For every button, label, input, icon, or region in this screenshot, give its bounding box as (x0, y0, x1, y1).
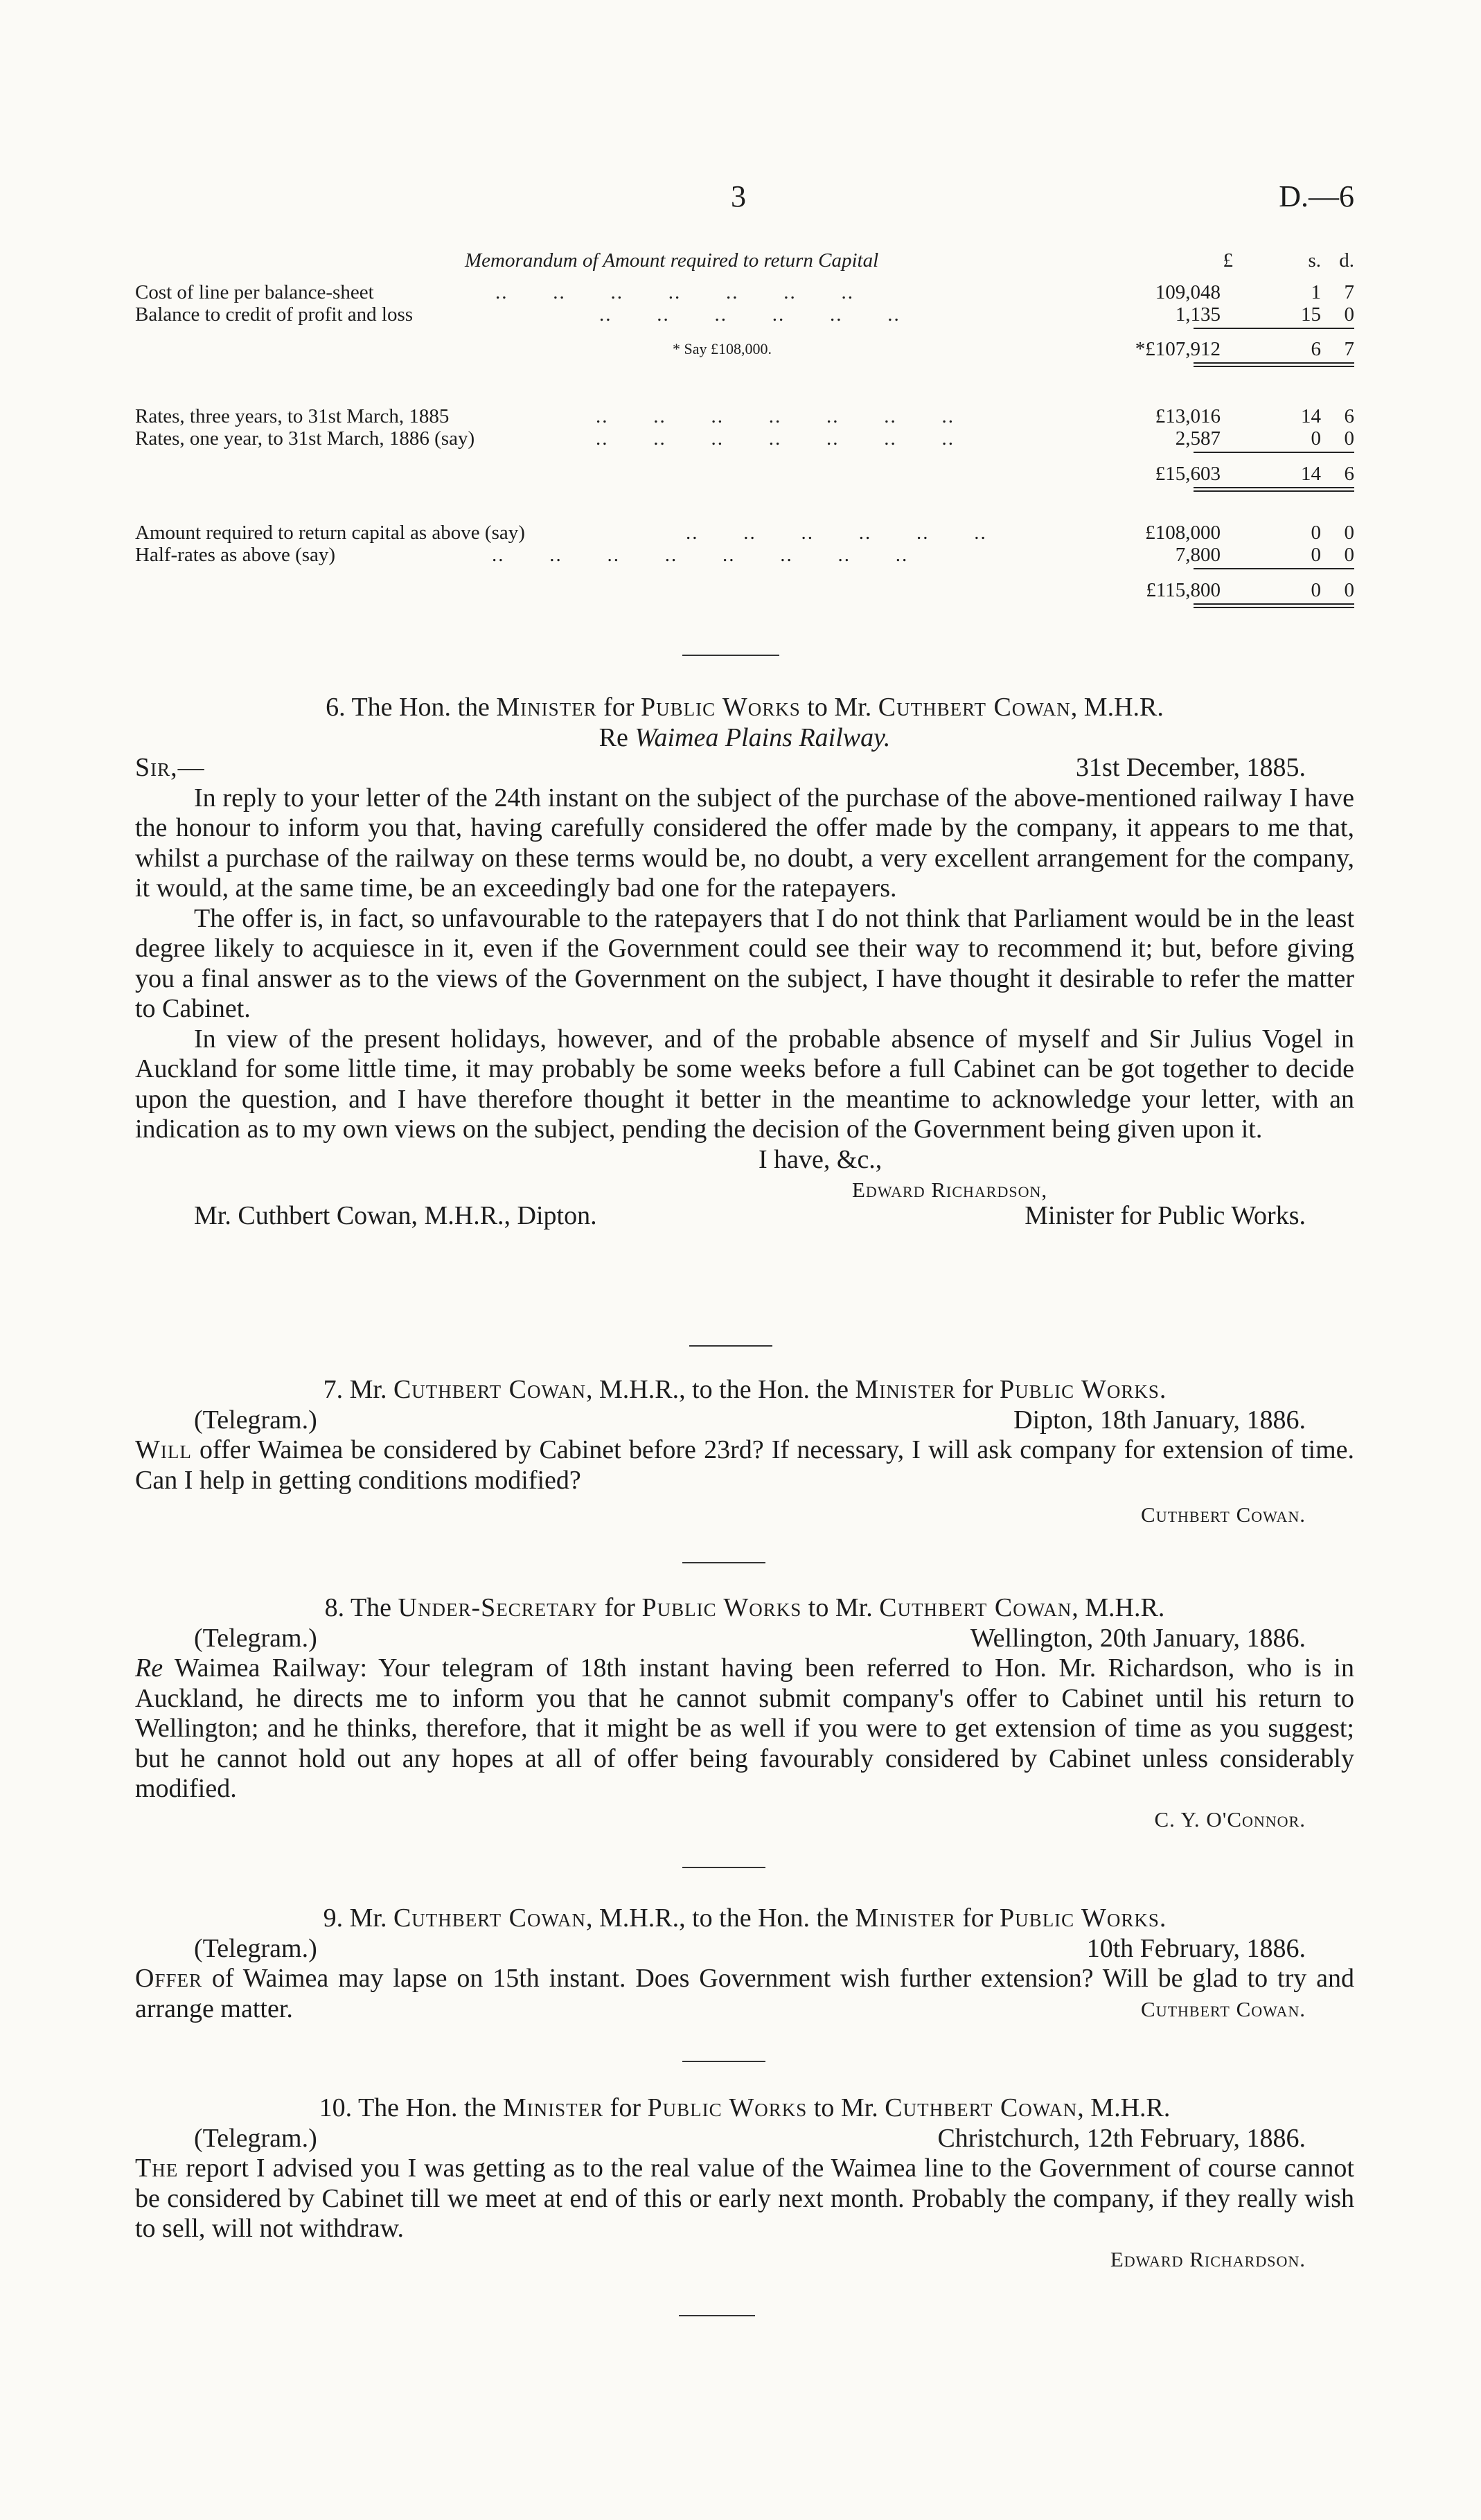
section-separator (682, 2061, 765, 2062)
memo-row-label: Half-rates as above (say) (135, 544, 345, 567)
letter-date: 31st December, 1885. (1076, 753, 1306, 782)
total-rule (1194, 362, 1354, 367)
memo-row: .. .. .. .. .. .. Amount required to return capital as above (say) £108,000 0 0 (135, 522, 1354, 544)
memo-pounds: £15,603 (1155, 463, 1221, 485)
memo-pounds: 109,048 (1155, 281, 1221, 303)
memo-shillings: 0 (1311, 522, 1321, 544)
memo-pence: 0 (1344, 303, 1354, 326)
memo-row: .. .. .. .. .. .. .. Rates, one year, to 31st March, 1886 (say) 2,587 0 0 (135, 427, 1354, 450)
col-shillings: s. (1308, 249, 1321, 272)
memo-shillings: 0 (1311, 579, 1321, 601)
memo-shillings: 0 (1311, 427, 1321, 450)
signature-row (135, 1175, 1354, 1201)
letter-title: 6. The Hon. the Minister for Public Works to Mr. Cuthbert Cowan, M.H.R. (326, 693, 1164, 722)
section-separator (682, 655, 779, 656)
footnote-say: * Say £108,000. (673, 340, 772, 357)
addressee: Mr. Cuthbert Cowan, M.H.R., Dipton. (194, 1201, 597, 1230)
memo-pence: 0 (1344, 522, 1354, 544)
memo-pence: 6 (1344, 463, 1354, 485)
memo-shillings: 0 (1311, 544, 1321, 566)
memo-shillings: 14 (1301, 405, 1321, 427)
memo-pence: 7 (1344, 338, 1354, 360)
memorandum-title: Memorandum of Amount required to return Capital (465, 249, 879, 272)
letter-6 (135, 693, 1354, 1232)
memo-pounds: 7,800 (1175, 544, 1221, 566)
section-separator (682, 1867, 765, 1868)
letter-10 (135, 2093, 1354, 2274)
addressee-row (135, 1201, 1354, 1232)
sum-rule (1194, 328, 1354, 329)
page-header (135, 179, 1354, 220)
letter-title: 10. The Hon. the Minister for Public Works to Mr. Cuthbert Cowan, M.H.R. (319, 2093, 1171, 2122)
total-rule (1194, 603, 1354, 608)
telegram-body: Offer of Waimea may lapse on 15th instant. Does Government wish further extension? Will be glad to try and arrange matter. (135, 1964, 1354, 2023)
telegram-body: The report I advised you I was getting as to the real value of the Waimea line to the Government of course cannot be considered by Cabinet till we meet at end of this or early next month. Probably the company, if they really wish to sell, will not withdraw. (135, 2154, 1354, 2243)
memo-row-label: Cost of line per balance-sheet (135, 281, 384, 304)
document-reference: D.—6 (1279, 179, 1354, 213)
total-rule (1194, 487, 1354, 492)
signature: Cuthbert Cowan. (1141, 1997, 1306, 2021)
memo-shillings: 6 (1311, 338, 1321, 360)
memo-shillings: 14 (1301, 463, 1321, 485)
memo-pounds: £108,000 (1145, 522, 1221, 544)
memo-row-label: Rates, one year, to 31st March, 1886 (say) (135, 427, 484, 450)
memo-row-label: Amount required to return capital as above (say) (135, 522, 535, 544)
col-pence: d. (1339, 249, 1354, 272)
memo-pounds: 2,587 (1175, 427, 1221, 450)
place-date: Wellington, 20th January, 1886. (970, 1623, 1306, 1653)
place-date: Christchurch, 12th February, 1886. (937, 2123, 1306, 2153)
col-pounds: £ (1223, 249, 1233, 272)
signature: Edward Richardson. (1110, 2246, 1306, 2271)
closing: I have, &c., (759, 1144, 883, 1174)
salutation: Sir,— (135, 753, 205, 782)
telegram-label: (Telegram.) (194, 1405, 317, 1435)
telegram-label: (Telegram.) (194, 1933, 317, 1963)
memo-pounds: £13,016 (1155, 405, 1221, 427)
memo-shillings: 1 (1311, 281, 1321, 303)
telegram-row (135, 2124, 1354, 2154)
salutation-row (135, 753, 1354, 783)
memo-subtotal-row (135, 338, 1354, 360)
paragraph: The offer is, in fact, so unfavourable to the ratepayers that I do not think that Parliament would be in the least degree likely to acquiesce in it, even if the Government could see their way to recommend it; but, before giving you a final answer as to the views of the Government on the subject, I have thought it desirable to refer the matter to Cabinet. (135, 903, 1354, 1023)
memo-pence: 0 (1344, 427, 1354, 450)
letter-subject: Re Waimea Plains Railway. (598, 722, 891, 752)
letter-9 (135, 1904, 1354, 2025)
place-date: Dipton, 18th January, 1886. (1013, 1405, 1306, 1435)
telegram-label: (Telegram.) (194, 2123, 317, 2153)
memo-row: .. .. .. .. .. .. Balance to credit of profit and loss 1,135 15 0 (135, 303, 1354, 326)
section-separator (679, 2315, 755, 2316)
memo-pounds: £115,800 (1146, 579, 1221, 601)
memo-shillings: 15 (1301, 303, 1321, 326)
paragraph: In reply to your letter of the 24th instant on the subject of the purchase of the above-mentioned railway I have the honour to inform you that, having carefully considered the offer made by the company, it appears to me that, whilst a purchase of the railway on these terms would be, no doubt, a very excellent arrangement for the company, it would, at the same time, be an exceedingly bad one for the ratepayers. (135, 783, 1354, 903)
memo-pounds: 1,135 (1175, 303, 1221, 326)
memo-row: .. .. .. .. .. .. .. Cost of line per balance-sheet 109,048 1 7 (135, 281, 1354, 303)
paragraph: In view of the present holidays, however, and of the probable absence of myself and Sir Julius Vogel in Auckland for some little time, it may probably be some weeks before a full Cabinet can be got together to decide upon the question, and I have therefore thought it better in the meantime to acknowledge your letter, with an indication as to my own views on the subject, pending the decision of the Government being given upon it. (135, 1024, 1354, 1144)
memo-total-row (135, 579, 1354, 601)
telegram-row (135, 1624, 1354, 1654)
letter-title: 9. Mr. Cuthbert Cowan, M.H.R., to the Hon. the Minister for Public Works. (323, 1904, 1167, 1933)
memo-pence: 0 (1344, 544, 1354, 566)
letter-8 (135, 1593, 1354, 1834)
telegram-body: Will offer Waimea be considered by Cabinet before 23rd? If necessary, I will ask company for extension of time. Can I help in getting conditions modified? (135, 1435, 1354, 1495)
memo-pence: 0 (1344, 579, 1354, 601)
letter-title: 7. Mr. Cuthbert Cowan, M.H.R., to the Hon. the Minister for Public Works. (323, 1375, 1167, 1404)
telegram-row (135, 1934, 1354, 1964)
section-separator (689, 1345, 772, 1347)
memo-row: .. .. .. .. .. .. .. Rates, three years, to 31st March, 1885 £13,016 14 6 (135, 405, 1354, 427)
telegram-row (135, 1405, 1354, 1436)
section-separator (682, 1562, 765, 1563)
closing-row (135, 1145, 1354, 1175)
letter-7 (135, 1375, 1354, 1530)
place-date: 10th February, 1886. (1086, 1933, 1306, 1963)
memo-row: .. .. .. .. .. .. .. .. Half-rates as above (say) 7,800 0 0 (135, 544, 1354, 566)
signatory-office: Minister for Public Works. (1025, 1201, 1306, 1230)
memo-pence: 6 (1344, 405, 1354, 427)
signature: Cuthbert Cowan. (1141, 1502, 1306, 1527)
memo-pence: 7 (1344, 281, 1354, 303)
page-number: 3 (731, 179, 746, 213)
signature: C. Y. O'Connor. (1154, 1807, 1306, 1831)
signature: Edward Richardson, (852, 1178, 1048, 1202)
memo-pounds: *£107,912 (1135, 338, 1221, 360)
memo-row-label: Balance to credit of profit and loss (135, 303, 423, 326)
sum-rule (1194, 452, 1354, 453)
memo-subtotal-row (135, 463, 1354, 485)
letter-title: 8. The Under-Secretary for Public Works to Mr. Cuthbert Cowan, M.H.R. (324, 1593, 1165, 1622)
telegram-body: Re Waimea Railway: Your telegram of 18th instant having been referred to Hon. Mr. Richardson, who is in Auckland, he directs me to inform you that he cannot submit company's offer to Cabinet until his return to Wellington; and he thinks, therefore, that it might be as well if you were to get extension of time as you suggest; but he cannot hold out any hopes at all of offer being favourably considered by Cabinet unless considerably modified. (135, 1653, 1354, 1803)
memo-row-label: Rates, three years, to 31st March, 1885 (135, 405, 459, 428)
sum-rule (1194, 568, 1354, 569)
telegram-label: (Telegram.) (194, 1623, 317, 1653)
